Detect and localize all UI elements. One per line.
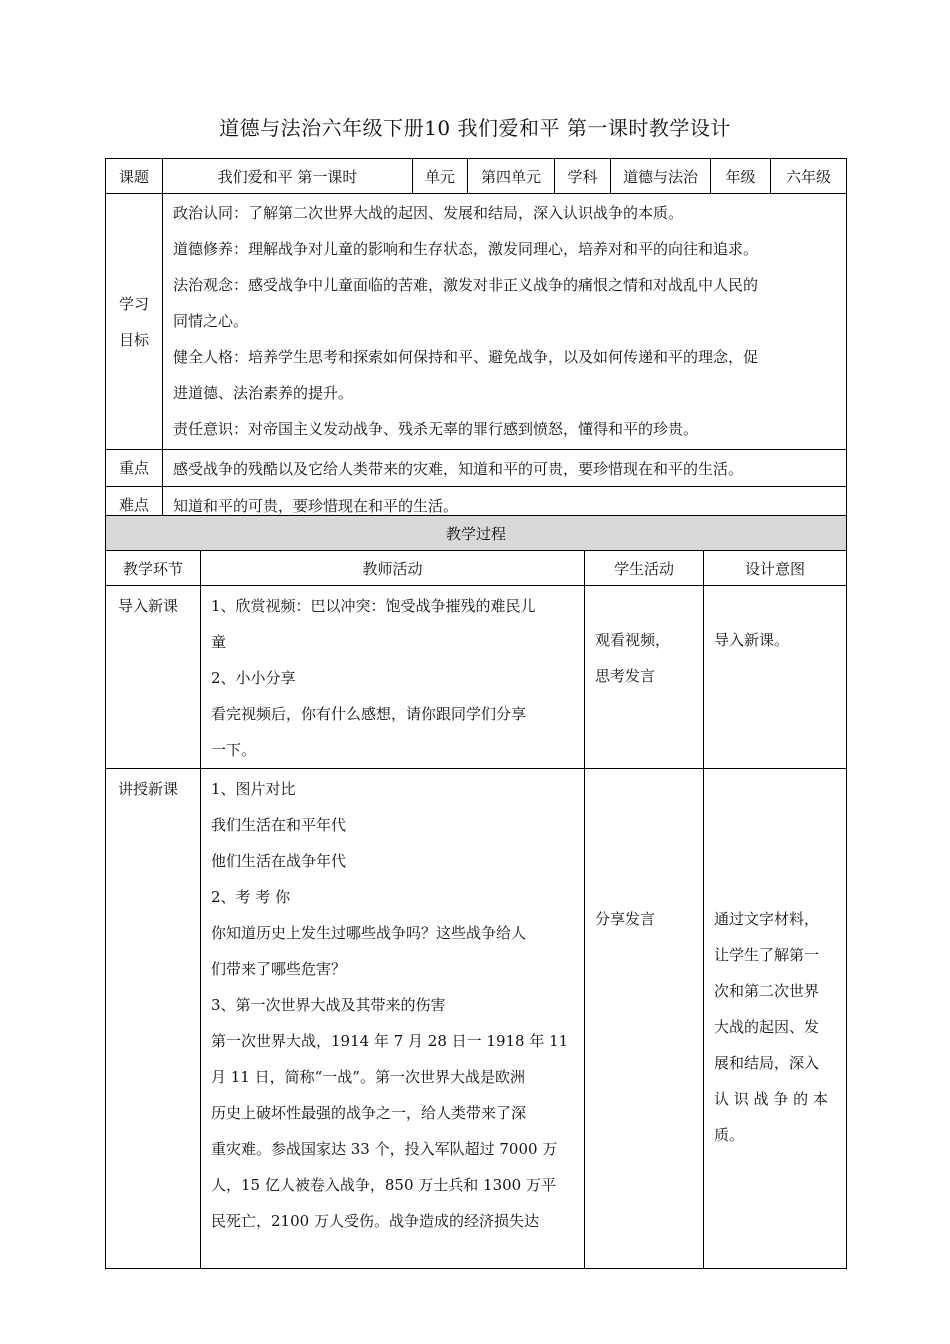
goals-label-line: 目标 [118,330,149,349]
table-row [106,586,847,769]
key-point-text: 感受战争的残酷以及它给人类带来的灾难，知道和平的可贵，要珍惜现在和平的生活。 [163,450,847,487]
column-header-stage: 教学环节 [106,551,201,586]
text-line: 分享发言 [595,910,656,928]
difficulty-label: 难点 [106,487,163,524]
text-line: 认 识 战 争 的 本 [714,1090,828,1108]
text-line: 看完视频后，你有什么感想，请你跟同学们分享 [211,705,527,723]
subject-label: 学科 [555,159,611,194]
text-line: 月 11 日，简称“一战”。第一次世界大战是欧洲 [211,1068,525,1086]
goal-line: 健全人格：培养学生思考和探索如何保持和平、避免战争，以及如何传递和平的理念，促 [173,348,759,366]
text-line: 1、欣赏视频：巴以冲突：饱受战争摧残的难民儿 [211,597,536,615]
difficulty-text: 知道和平的可贵，要珍惜现在和平的生活。 [163,487,847,524]
goals-row [106,194,847,450]
goals-label [106,194,163,450]
teacher-activity-cell [201,586,585,769]
unit-value: 第四单元 [468,159,555,194]
text-line: 导入新课。 [714,631,790,649]
grade-label: 年级 [711,159,771,194]
teacher-activity-cell [201,769,585,1269]
goal-line: 进道德、法治素养的提升。 [173,384,354,402]
student-activity-cell [585,586,704,769]
student-activity-cell [585,769,704,1269]
text-line: 第一次世界大战，1914 年 7 月 28 日一 1918 年 11 [211,1032,569,1050]
topic-value: 我们爱和平 第一课时 [163,159,413,194]
text-line: 人，15 亿人被卷入战争，850 万士兵和 1300 万平 [211,1176,556,1194]
goal-line: 道德修养：理解战争对儿童的影响和生存状态，激发同理心，培养对和平的向往和追求。 [173,240,759,258]
subject-value: 道德与法治 [611,159,711,194]
topic-label: 课题 [106,159,163,194]
process-table [105,515,847,1269]
info-table [105,158,847,524]
text-line: 重灾难。参战国家达 33 个，投入军队超过 7000 万 [211,1140,558,1158]
text-line: 3、第一次世界大战及其带来的伤害 [211,996,446,1014]
goals-label-line: 学习 [118,294,149,313]
stage-cell: 讲授新课 [106,769,201,1269]
table-row [106,769,847,1269]
text-line: 思考发言 [595,667,656,685]
text-line: 们带来了哪些危害？ [211,960,347,978]
column-header-student: 学生活动 [585,551,704,586]
text-line: 大战的起因、发 [714,1018,820,1036]
text-line: 他们生活在战争年代 [211,852,347,870]
info-row [106,159,847,194]
goals-content [163,194,847,450]
text-line: 我们生活在和平年代 [211,816,347,834]
text-line: 次和第二次世界 [714,982,820,1000]
goal-line: 责任意识：对帝国主义发动战争、残杀无辜的罪行感到愤怒，懂得和平的珍贵。 [173,420,699,438]
document-title: 道德与法治六年级下册10 我们爱和平 第一课时教学设计 [219,116,731,140]
column-header-intent: 设计意图 [704,551,847,586]
text-line: 通过文字材料， [714,910,820,928]
goal-line: 政治认同：了解第二次世界大战的起因、发展和结局，深入认识战争的本质。 [173,204,684,222]
text-line: 2、小小分享 [211,669,296,687]
text-line: 历史上破坏性最强的战争之一，给人类带来了深 [211,1104,527,1122]
text-line: 2、考 考 你 [211,888,291,906]
design-intent-cell [704,769,847,1269]
text-line: 童 [211,633,227,651]
column-header-teacher: 教师活动 [201,551,585,586]
key-point-row [106,450,847,487]
text-line: 让学生了解第一 [714,946,820,964]
text-line: 你知道历史上发生过哪些战争吗？这些战争给人 [211,924,527,942]
text-line: 民死亡，2100 万人受伤。战争造成的经济损失达 [211,1212,539,1230]
text-line: 质。 [714,1126,745,1144]
text-line: 观看视频， [595,631,671,649]
process-heading: 教学过程 [106,516,847,551]
goal-line: 同情之心。 [173,312,249,330]
text-line: 一下。 [211,741,257,759]
goal-line: 法治观念：感受战争中儿童面临的苦难，激发对非正义战争的痛恨之情和对战乱中人民的 [173,276,759,294]
grade-value: 六年级 [771,159,847,194]
stage-cell: 导入新课 [106,586,201,769]
text-line: 展和结局，深入 [714,1054,820,1072]
process-header-row [106,551,847,586]
design-intent-cell [704,586,847,769]
key-point-label: 重点 [106,450,163,487]
unit-label: 单元 [413,159,468,194]
process-heading-row [106,516,847,551]
text-line: 1、图片对比 [211,780,296,798]
